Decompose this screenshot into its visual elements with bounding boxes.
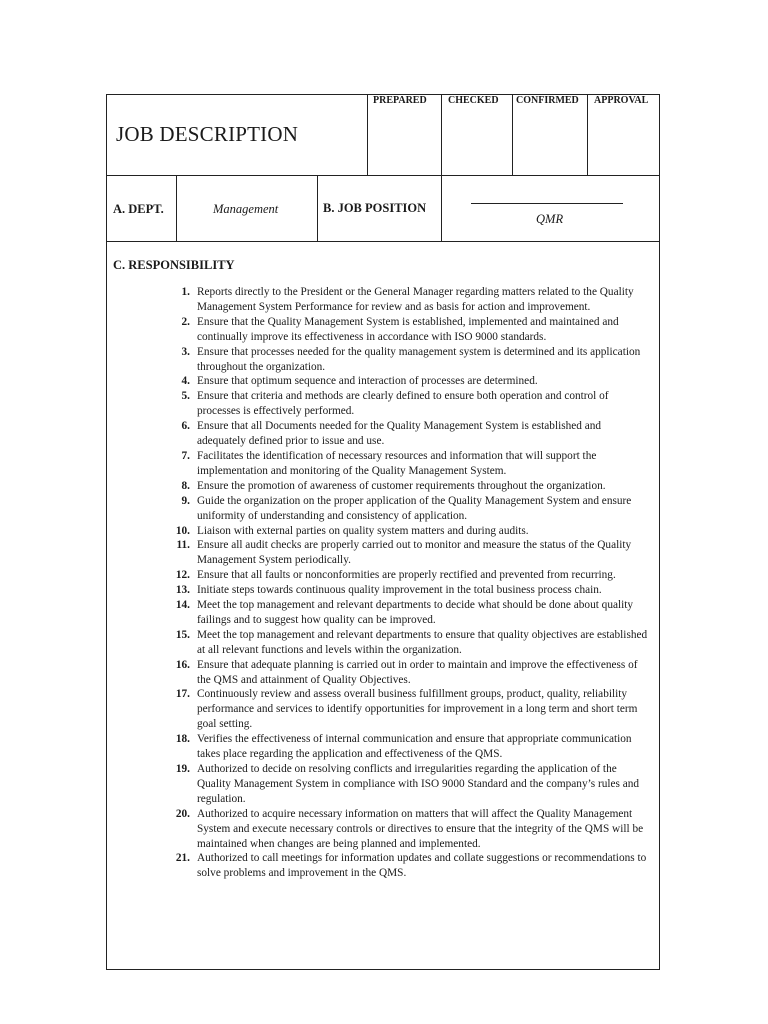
responsibility-item [170,479,652,494]
responsibility-item [170,389,652,419]
job-description-form [106,94,660,970]
responsibility-item [170,285,652,315]
responsibility-list [170,285,652,881]
item-number: 12. [175,569,190,582]
item-number: 18. [175,733,190,746]
item-number: 2. [181,315,190,328]
item-text: Liaison with external parties on quality system matters and during audits. [197,524,529,537]
checked-header: CHECKED [448,95,499,106]
responsibility-item [170,628,652,658]
item-number: 10. [175,524,190,537]
responsibility-item [170,374,652,389]
column-divider [317,175,318,241]
item-text: Meet the top management and relevant departments to decide what should be done about quality failings and to suggest how quality can be improved. [197,599,634,626]
item-text: Authorized to decide on resolving conflicts and irregularities regarding the application of the Quality Management System in compliance with ISO 9000 Standard and the company’s rules and regulation. [197,763,640,805]
position-underline [471,203,623,204]
item-text: Ensure that adequate planning is carried out in order to maintain and improve the effectiveness of the QMS and attainment of Quality Objectives. [197,658,638,686]
column-divider [512,95,513,175]
responsibility-item [170,851,652,881]
responsibility-item [170,598,652,628]
responsibility-item [170,538,652,568]
item-text: Continuously review and assess overall business fulfillment groups, product, quality, reliability performance and services to identify opportunities for improvement in a long term and short term goal setting. [197,688,638,731]
item-number: 3. [181,345,190,358]
responsibility-item [170,419,652,449]
item-text: Ensure that criteria and methods are clearly defined to ensure both operation and control of processes is effectively performed. [197,390,609,418]
row-divider [107,241,659,242]
item-number: 17. [175,688,190,701]
item-text: Facilitates the identification of necessary resources and information that will support the implementation and monitoring of the Quality Management System. [197,449,597,477]
responsibility-item [170,494,652,524]
prepared-header: PREPARED [373,95,427,106]
item-number: 19. [175,763,190,775]
item-number: 16. [175,658,190,671]
responsibility-item [170,345,652,375]
column-divider [176,175,177,241]
responsibility-item [170,449,652,479]
item-number: 7. [181,449,190,462]
item-text: Ensure all audit checks are properly carried out to monitor and measure the status of the Quality Management System periodically. [197,539,632,567]
column-divider [587,95,588,175]
item-text: Ensure the promotion of awareness of customer requirements throughout the organization. [197,479,606,492]
job-position-label: B. JOB POSITION [323,201,427,215]
item-text: Ensure that all faults or nonconformities are properly rectified and prevented from recurring. [197,569,616,582]
dept-label: A. DEPT. [113,202,164,216]
responsibility-item [170,732,652,762]
document-title: JOB DESCRIPTION [116,122,299,146]
item-number: 11. [176,539,190,552]
item-number: 20. [175,807,190,820]
item-number: 5. [181,390,190,403]
responsibility-heading: C. RESPONSIBILITY [113,258,235,272]
item-number: 6. [181,420,190,433]
item-number: 1. [181,286,190,298]
item-text: Guide the organization on the proper application of the Quality Management System and ensure uniformity of understanding and consistency of application. [197,494,632,522]
item-text: Ensure that optimum sequence and interaction of processes are determined. [197,375,538,388]
job-position-value: QMR [536,212,564,226]
item-text: Initiate steps towards continuous quality improvement in the total business process chain. [197,584,602,597]
item-text: Authorized to acquire necessary information on matters that will affect the Quality Management System and execute necessary controls or directives to ensure that the integrity of the QMS will be maintained when changes are being planned and implemented. [197,807,644,850]
item-number: 9. [181,494,190,507]
column-divider [441,95,442,241]
item-text: Ensure that all Documents needed for the Quality Management System is established and adequately defined prior to issue and use. [197,420,602,448]
item-number: 15. [175,628,190,641]
item-text: Ensure that processes needed for the quality management system is determined and its application throughout the organization. [197,345,641,373]
responsibility-item [170,315,652,345]
item-number: 13. [175,584,190,597]
item-text: Meet the top management and relevant departments to ensure that quality objectives are established at all relevant functions and levels within the organization. [197,628,648,656]
responsibility-item [170,658,652,688]
responsibility-item [170,807,652,852]
column-divider [367,95,368,175]
item-text: Ensure that the Quality Management System is established, implemented and maintained and continually improve its effectiveness in accordance with ISO 9000 standards. [197,315,619,343]
item-text: Authorized to call meetings for information updates and collate suggestions or recommendations to solve problems and improvement in the QMS. [197,852,647,880]
responsibility-item [170,583,652,598]
item-number: 4. [181,375,190,388]
row-divider [107,175,659,176]
item-number: 8. [181,479,190,492]
responsibility-item [170,524,652,539]
approval-header: APPROVAL [594,95,649,106]
item-number: 21. [175,852,190,865]
responsibility-item [170,568,652,583]
item-text: Verifies the effectiveness of internal communication and ensure that appropriate communication takes place regarding the application and effectiveness of the QMS. [197,733,632,761]
responsibility-item [170,762,652,807]
responsibility-item [170,687,652,732]
dept-value: Management [213,202,279,216]
item-text: Reports directly to the President or the General Manager regarding matters related to the Quality Management System Performance for review and as basis for action and improvement. [197,286,634,313]
confirmed-header: CONFIRMED [516,95,579,106]
item-number: 14. [175,599,190,612]
